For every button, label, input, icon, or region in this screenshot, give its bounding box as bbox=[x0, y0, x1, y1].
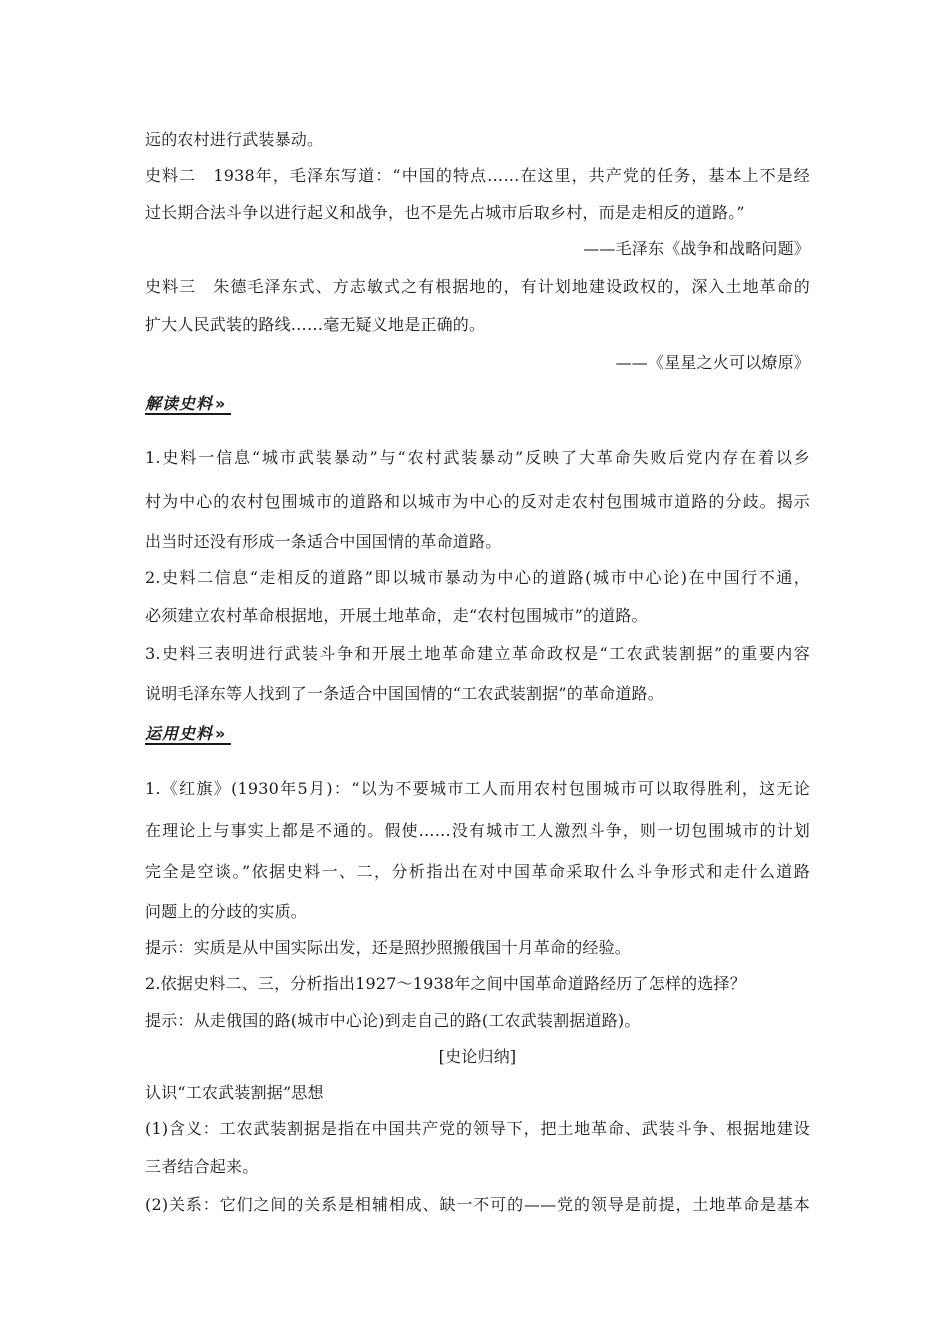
text-line: 出当时还没有形成一条适合中国国情的革命道路。 bbox=[145, 532, 502, 551]
hint-line: 提示：实质是从中国实际出发，还是照抄照搬俄国十月革命的经验。 bbox=[145, 938, 632, 957]
text-line: 史料三 朱德毛泽东式、方志敏式之有根据地的，有计划地建设政权的，深入土地革命的 bbox=[145, 277, 810, 296]
text-line: 扩大人民武装的路线……毫无疑义地是正确的。 bbox=[145, 315, 486, 334]
text-line: (1)含义：工农武装割据是指在中国共产党的领导下，把土地革命、武装斗争、根据地建设 bbox=[145, 1119, 810, 1138]
source-citation: ——毛泽东《战争和战略问题》 bbox=[583, 239, 810, 258]
text-line: (2)关系：它们之间的关系是相辅相成、缺一不可的——党的领导是前提，土地革命是基本 bbox=[145, 1195, 810, 1214]
text-line: 问题上的分歧的实质。 bbox=[145, 902, 308, 921]
text-line: 说明毛泽东等人找到了一条适合中国国情的“工农武装割据”的革命道路。 bbox=[145, 684, 664, 703]
text-line: 过长期合法斗争以进行起义和战争，也不是先占城市后取乡村，而是走相反的道路。” bbox=[145, 203, 745, 222]
text-line: 村为中心的农村包围城市的道路和以城市为中心的反对走农村包围城市道路的分歧。揭示 bbox=[145, 492, 810, 511]
section-heading-label: 解读史料 bbox=[145, 394, 214, 413]
section-heading-interpret bbox=[145, 393, 222, 415]
summary-heading: [史论归纳] bbox=[438, 1047, 517, 1066]
heading-underline bbox=[145, 743, 231, 745]
double-chevron-icon: » bbox=[215, 724, 223, 743]
double-chevron-icon: » bbox=[215, 394, 223, 413]
text-line: 2.史料二信息“走相反的道路”即以城市暴动为中心的道路(城市中心论)在中国行不通， bbox=[145, 568, 810, 587]
text-line: 认识“工农武装割据”思想 bbox=[145, 1083, 324, 1102]
heading-underline bbox=[145, 413, 231, 415]
text-line: 3.史料三表明进行武装斗争和开展土地革命建立革命政权是“工农武装割据”的重要内容 bbox=[145, 644, 810, 663]
text-line: 必须建立农村革命根据地，开展土地革命，走“农村包围城市”的道路。 bbox=[145, 606, 648, 625]
text-line: 2.依据史料二、三，分析指出1927～1938年之间中国革命道路经历了怎样的选择？ bbox=[145, 974, 746, 993]
hint-line: 提示：从走俄国的路(城市中心论)到走自己的路(工农武装割据道路)。 bbox=[145, 1011, 641, 1030]
text-line: 1.《红旗》(1930年5月)：“以为不要城市工人而用农村包围城市可以取得胜利，这无论 bbox=[145, 779, 810, 798]
section-heading-apply bbox=[145, 723, 222, 745]
text-line: 完全是空谈。”依据史料一、二，分析指出在对中国革命采取什么斗争形式和走什么道路 bbox=[145, 862, 810, 881]
text-line: 三者结合起来。 bbox=[145, 1157, 259, 1176]
text-line: 1.史料一信息“城市武装暴动”与“农村武装暴动”反映了大革命失败后党内存在着以乡 bbox=[145, 448, 810, 467]
text-line: 远的农村进行武装暴动。 bbox=[145, 130, 324, 149]
source-citation: ——《星星之火可以燎原》 bbox=[615, 353, 810, 372]
text-line: 史料二 1938年，毛泽东写道：“中国的特点……在这里，共产党的任务，基本上不是经 bbox=[145, 166, 810, 185]
text-line: 在理论上与事实上都是不通的。假使……没有城市工人激烈斗争，则一切包围城市的计划 bbox=[145, 821, 810, 840]
section-heading-label: 运用史料 bbox=[145, 724, 214, 743]
